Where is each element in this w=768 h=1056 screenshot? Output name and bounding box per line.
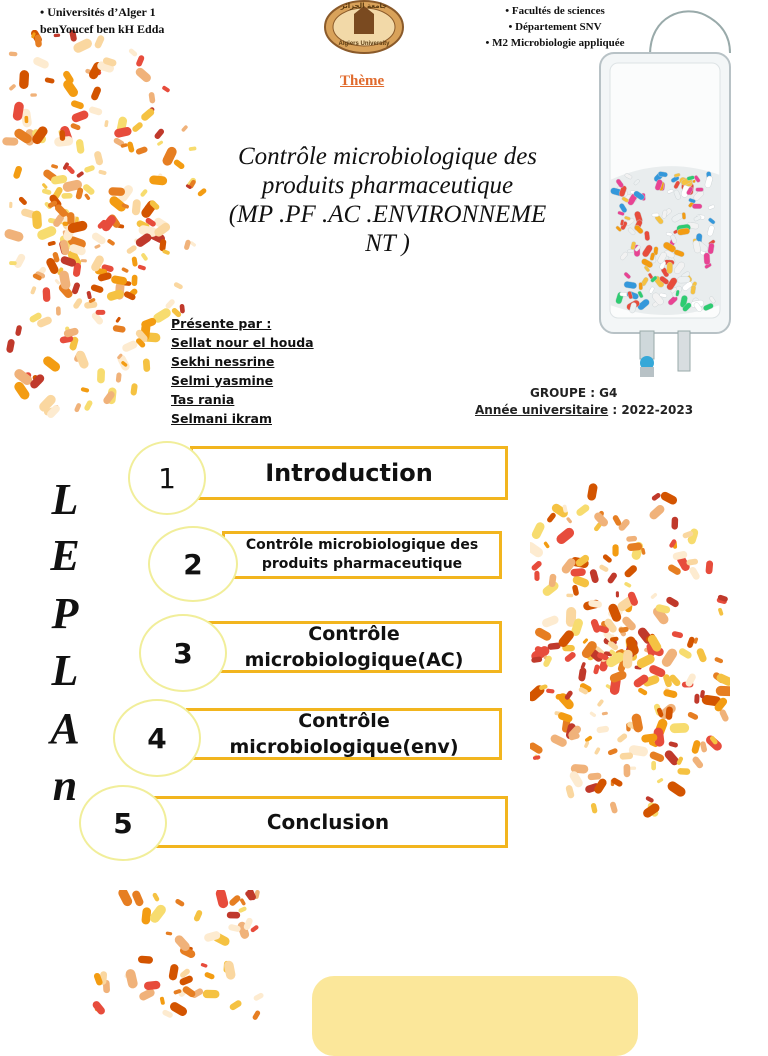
pill-shape (30, 93, 37, 97)
pill-shape (587, 483, 599, 502)
pill-shape (534, 571, 539, 581)
plan-item-controle-env[interactable] (186, 708, 502, 760)
pill-shape (631, 713, 644, 733)
pill-shape (132, 199, 142, 216)
pill-shape (3, 228, 24, 243)
pill-shape (691, 739, 701, 754)
plan-letter: L (51, 475, 79, 524)
pill-shape (593, 664, 600, 675)
pill-shape (9, 261, 17, 265)
pill-shape (6, 339, 15, 354)
pill-shape (530, 540, 545, 559)
pill-shape (126, 244, 138, 255)
pill-shape (8, 83, 16, 91)
pill-shape (135, 54, 145, 67)
university-logo (324, 0, 404, 56)
pill-shape (215, 890, 229, 909)
group-label: GROUPE : G4 (530, 386, 618, 400)
pill-shape (700, 741, 708, 753)
pill-shape (602, 711, 609, 715)
pill-shape (24, 116, 28, 123)
pill-shape (564, 651, 577, 663)
pill-shape (41, 188, 51, 195)
pill-shape (639, 282, 643, 290)
presenters-list (171, 314, 314, 428)
pill-shape (678, 647, 693, 660)
presenter-name: Tas rania (171, 392, 235, 407)
pill-shape (131, 890, 145, 907)
pill-shape (13, 165, 23, 180)
pill-shape (546, 688, 555, 693)
pill-shape (670, 723, 690, 733)
pill-shape (533, 755, 541, 760)
pill-shape (227, 912, 241, 919)
pill-shape (549, 733, 568, 748)
pill-shape (141, 907, 151, 925)
pill-shape (626, 536, 637, 542)
plan-number-2: 2 (148, 526, 238, 602)
pill-shape (9, 202, 12, 208)
pill-shape (153, 128, 165, 141)
pill-shape (144, 980, 161, 990)
pill-shape (598, 564, 609, 573)
pill-shape (650, 592, 658, 599)
pill-shape (239, 898, 246, 906)
pill-shape (51, 164, 59, 169)
pill-shape (113, 126, 132, 138)
pill-shape (152, 892, 160, 902)
pill-shape (86, 291, 92, 300)
pill-shape (584, 741, 590, 749)
pill-shape (107, 238, 116, 246)
pill-shape (692, 204, 702, 209)
pill-shape (546, 512, 557, 524)
plan-item-controle-ac[interactable] (206, 621, 502, 673)
pill-shape (59, 130, 65, 141)
pill-shape (228, 894, 242, 907)
pill-shape (530, 741, 544, 755)
pill-shape (30, 286, 37, 295)
pill-shape (127, 141, 135, 153)
pill-shape (590, 803, 597, 814)
pill-shape (704, 253, 711, 265)
pill-shape (112, 325, 126, 333)
presenter-name: Selmi yasmine (171, 373, 274, 388)
pill-shape (667, 262, 673, 274)
pill-shape (96, 310, 106, 315)
faculty-block (455, 3, 655, 51)
pill-shape (566, 517, 573, 524)
title-line-1: Contrôle microbiologique des (237, 143, 538, 170)
pill-shape (554, 526, 576, 546)
pill-shape (651, 761, 656, 770)
pill-shape (54, 278, 60, 285)
logo-arabic-text: جامعة الجزائر (340, 2, 388, 10)
pill-shape (131, 121, 144, 133)
pill-shape (566, 594, 573, 598)
pill-shape (694, 694, 699, 704)
plan-letter: L (51, 646, 79, 695)
logo-text: Algiers University (338, 41, 390, 47)
pill-shape (671, 517, 678, 530)
pill-shape (238, 906, 247, 913)
pill-shape (688, 566, 701, 581)
pill-shape (589, 568, 599, 583)
department-name: • Département SNV (455, 19, 655, 35)
pill-shape (131, 275, 137, 287)
pill-shape (716, 686, 730, 697)
pill-shape (90, 284, 104, 294)
pill-shape (543, 541, 550, 549)
pill-shape (19, 70, 29, 89)
pill-shape (115, 316, 121, 323)
plan-letter: P (51, 589, 79, 638)
title-line-4: NT ) (365, 230, 410, 257)
pill-shape (663, 689, 678, 699)
title-line-3: (MP .PF .AC .ENVIRONNEME (228, 201, 547, 228)
pill-shape (677, 276, 690, 283)
plan-letter: n (52, 761, 78, 810)
pill-shape (71, 282, 81, 295)
pill-shape (108, 187, 125, 196)
iv-bag-illustration (590, 5, 740, 380)
pill-shape (148, 92, 155, 104)
pill-shape (9, 52, 18, 57)
pill-shape (70, 122, 81, 130)
pill-shape (637, 687, 648, 696)
pill-shape (181, 125, 189, 133)
pill-shape (193, 909, 203, 922)
pill-shape (668, 741, 678, 748)
presenters-heading: Présente par : (171, 316, 272, 331)
pill-shape (718, 607, 724, 616)
plan-item-introduction[interactable] (190, 446, 508, 500)
pill-shape (530, 521, 546, 541)
pill-shape (691, 755, 704, 769)
pill-shape (131, 256, 137, 267)
presenter-name: Sekhi nessrine (171, 354, 275, 369)
yellow-card (312, 976, 638, 1056)
pill-shape (93, 150, 103, 166)
plan-letter: E (50, 531, 80, 580)
pill-shape (140, 188, 149, 197)
plan-item-label: Introduction (265, 459, 433, 487)
pill-shape (173, 158, 186, 170)
pill-shape (134, 66, 153, 84)
pill-shape (696, 647, 708, 663)
pill-shape (83, 399, 93, 411)
plan-letter: A (50, 704, 80, 753)
academic-year (475, 403, 693, 417)
pill-shape (160, 996, 166, 1005)
pill-shape (651, 492, 662, 502)
pill-shape (582, 638, 588, 644)
pill-shape (138, 955, 153, 964)
master-name: • M2 Microbiologie appliquée (455, 35, 655, 51)
pill-shape (137, 264, 146, 271)
plan-item-label: Contrôle microbiologique(AC) (244, 623, 464, 671)
pill-shape (616, 732, 628, 743)
pill-shape (104, 120, 109, 128)
pill-shape (250, 924, 260, 933)
pill-shape (179, 304, 185, 314)
presenter-name: Sellat nour el houda (171, 335, 314, 350)
pill-shape (666, 779, 688, 798)
pill-shape (91, 231, 108, 246)
document-title (190, 142, 585, 258)
pill-shape (589, 711, 597, 718)
pill-shape (584, 735, 593, 743)
pill-shape (56, 306, 61, 315)
pill-shape (612, 544, 618, 556)
pill-shape (42, 287, 50, 302)
pill-shape (82, 183, 96, 196)
pill-shape (106, 289, 125, 302)
pill-shape (41, 354, 62, 373)
pill-shape (620, 292, 628, 296)
plan-number-1: 1 (128, 441, 206, 515)
pill-shape (15, 325, 22, 337)
pill-shape (74, 402, 82, 412)
pill-shape (116, 372, 122, 383)
academic-year-label: Année universitaire (475, 403, 609, 417)
pill-shape (533, 626, 552, 642)
pill-shape (223, 960, 236, 980)
plan-item-conclusion[interactable] (148, 796, 508, 848)
pill-shape (130, 383, 138, 396)
pill-shape (575, 503, 591, 517)
pill-shape (565, 784, 575, 799)
pill-shape (166, 931, 173, 935)
pill-shape (117, 890, 134, 908)
pill-shape (161, 1009, 173, 1019)
pills-decoration-right (530, 460, 730, 850)
presenter-name: Selmani ikram (171, 411, 272, 426)
pill-shape (71, 109, 90, 123)
title-line-2: produits pharmaceutique (261, 172, 514, 199)
faculty-name: • Facultés de sciences (455, 3, 655, 19)
pill-shape (44, 77, 55, 84)
pill-shape (111, 275, 128, 286)
pill-shape (91, 1000, 106, 1016)
pill-shape (47, 241, 56, 247)
pill-shape (659, 490, 678, 506)
pill-shape (140, 252, 148, 261)
pill-shape (606, 571, 618, 584)
pill-shape (2, 137, 18, 146)
pill-shape (70, 99, 85, 110)
pill-shape (13, 253, 27, 270)
pill-shape (135, 146, 148, 156)
pill-shape (623, 764, 630, 777)
pill-shape (72, 297, 83, 310)
pill-shape (596, 725, 609, 733)
pill-shape (252, 1010, 261, 1021)
pill-shape (677, 768, 690, 775)
pill-shape (652, 213, 659, 217)
pill-shape (228, 999, 242, 1011)
pill-shape (627, 249, 634, 253)
pill-shape (594, 747, 601, 755)
plan-number-3: 3 (139, 614, 227, 692)
pill-shape (705, 560, 713, 574)
pill-shape (97, 368, 105, 384)
pill-shape (578, 667, 587, 682)
pill-shape (204, 971, 215, 980)
university-name: • Universités d’Alger 1 (40, 4, 164, 21)
pill-shape (149, 175, 168, 185)
pill-shape (94, 244, 101, 249)
pill-shape (644, 231, 650, 241)
pill-shape (41, 183, 48, 190)
pill-shape (671, 631, 683, 639)
pill-shape (632, 673, 650, 689)
pill-shape (687, 711, 699, 721)
plan-item-produits-pharmaceutiques[interactable] (222, 531, 502, 579)
pill-shape (128, 48, 138, 58)
pill-shape (84, 165, 96, 174)
pill-shape (607, 748, 618, 756)
pill-shape (121, 267, 129, 273)
university-subname: benYoucef ben kH Edda (40, 22, 165, 36)
pill-shape (623, 650, 633, 669)
pill-shape (200, 963, 208, 968)
pill-shape (616, 591, 619, 597)
academic-year-value: : 2022-2023 (608, 403, 694, 417)
pill-shape (714, 657, 724, 664)
pill-shape (76, 139, 85, 154)
pill-shape (530, 560, 542, 572)
pill-shape (587, 772, 601, 780)
pill-shape (32, 56, 50, 70)
pill-shape (686, 558, 698, 566)
pill-shape (76, 171, 84, 179)
pill-shape (121, 339, 139, 353)
pill-shape (570, 568, 586, 577)
pill-shape (645, 796, 654, 804)
pill-shape (253, 992, 265, 1002)
pill-shape (656, 777, 663, 783)
university-block (40, 4, 164, 38)
pill-shape (61, 193, 72, 199)
pill-shape (88, 106, 103, 116)
plan-item-label: Contrôle microbiologique(env) (229, 710, 459, 758)
pill-shape (541, 614, 560, 628)
pill-shape (597, 699, 605, 708)
pill-shape (161, 85, 170, 93)
pill-shape (641, 548, 646, 555)
pill-shape (18, 196, 28, 206)
pills-decoration-bottom-left (80, 890, 270, 1024)
pill-shape (173, 281, 184, 289)
pill-shape (624, 581, 632, 588)
plan-item-label: Contrôle microbiologique des produits pharmaceutique (245, 537, 479, 572)
pill-shape (630, 767, 637, 770)
pill-shape (174, 898, 185, 907)
pill-shape (61, 78, 79, 99)
pill-shape (80, 387, 89, 393)
pill-shape (125, 968, 139, 989)
pill-shape (90, 85, 102, 101)
pill-shape (696, 188, 704, 192)
pill-shape (148, 903, 168, 925)
pill-shape (168, 963, 179, 981)
pill-shape (682, 212, 686, 219)
plan-number-5: 5 (79, 785, 167, 861)
pill-shape (609, 801, 618, 814)
plan-item-label: Conclusion (266, 810, 390, 834)
plan-number-4: 4 (113, 699, 201, 777)
pill-shape (648, 503, 666, 521)
pill-shape (32, 210, 43, 229)
pill-shape (143, 358, 151, 372)
pill-shape (157, 140, 164, 146)
pill-shape (203, 990, 220, 999)
pill-shape (98, 169, 107, 175)
theme-label: Thème (340, 73, 385, 89)
pill-shape (623, 564, 638, 579)
pill-shape (649, 750, 666, 763)
pill-shape (81, 259, 87, 263)
pill-shape (602, 553, 613, 563)
pill-shape (619, 752, 633, 760)
